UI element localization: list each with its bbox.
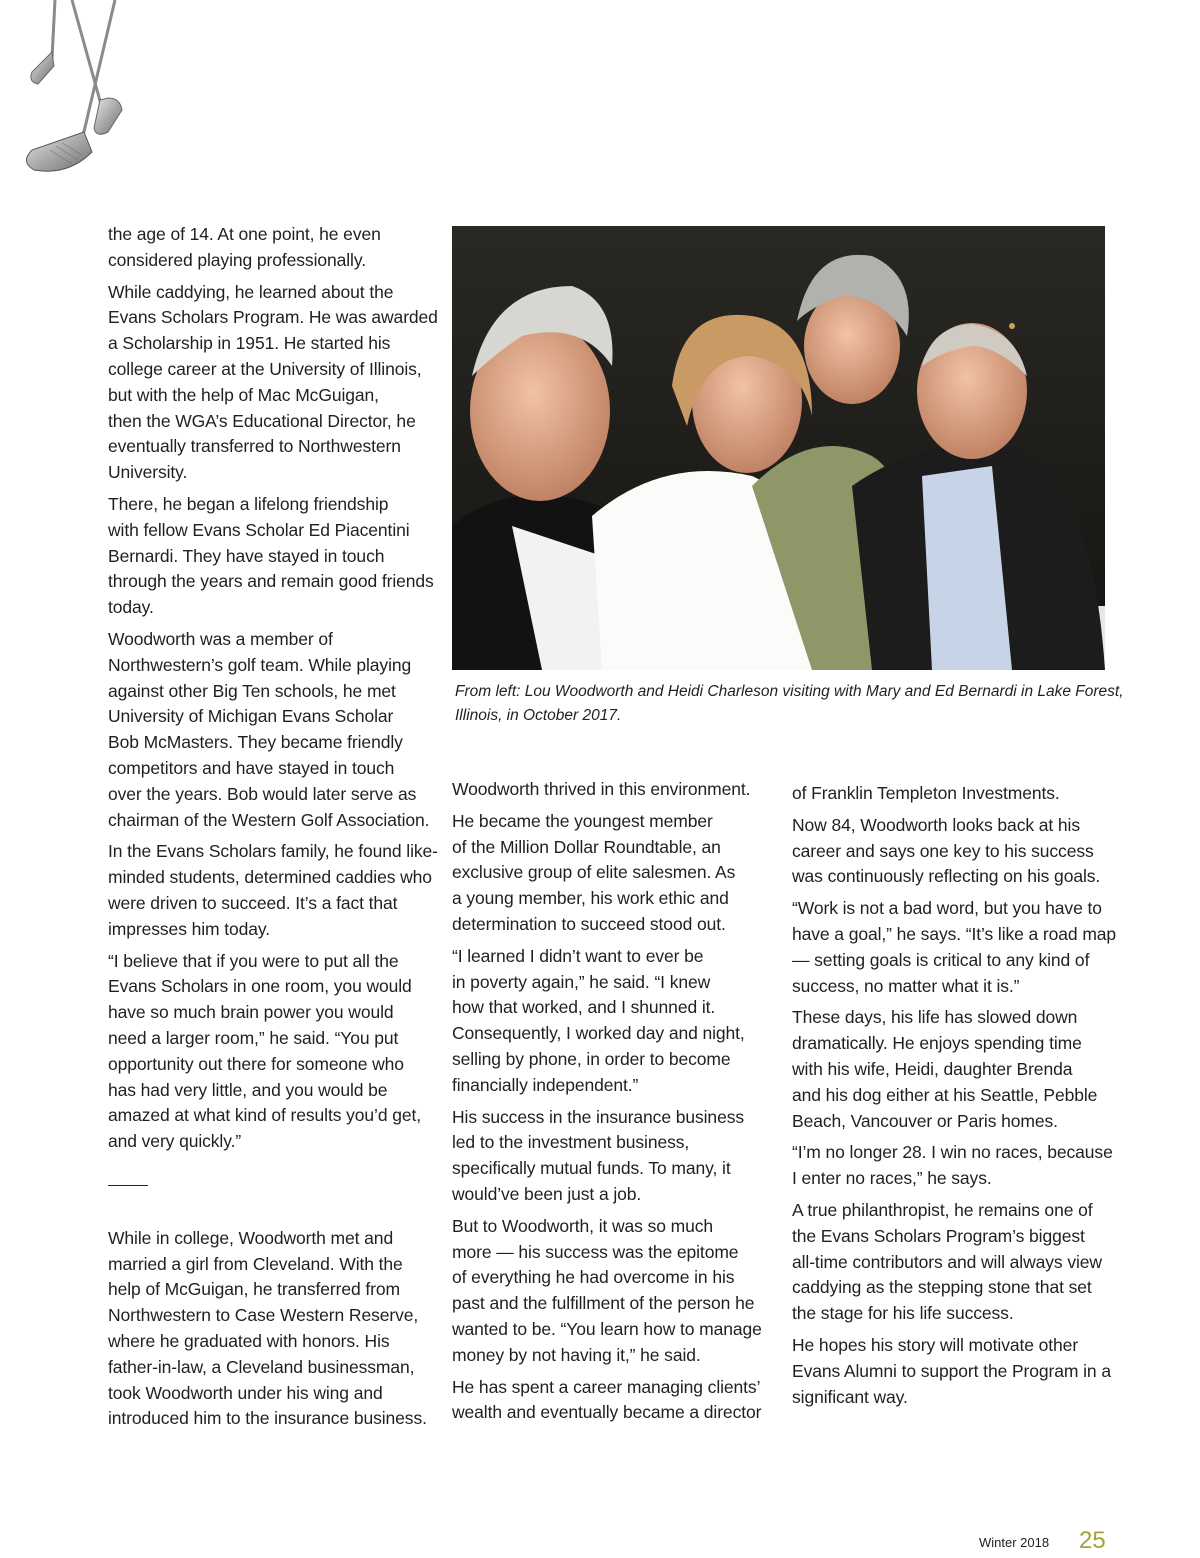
paragraph: “Work is not a bad word, but you have to have a goal,” he says. “It’s like a road map — setting goals is critical to any kind of success, no matter what it is.” bbox=[792, 898, 1117, 996]
paragraph: These days, his life has slowed down dramatically. He enjoys spending time with his wife, Heidi, daughter Brenda and his dog either at his Seattle, Pebble Beach, Vancouver or Paris homes. bbox=[792, 1007, 1098, 1131]
page-number: 25 bbox=[1079, 1527, 1106, 1554]
section-divider bbox=[108, 1185, 148, 1186]
issue-label: Winter 2018 bbox=[979, 1535, 1050, 1550]
paragraph: There, he began a lifelong friendship with fellow Evans Scholar Ed Piacentini Bernardi. They have stayed in touch through the years and remain good friends today. bbox=[108, 493, 434, 618]
paragraph: the age of 14. At one point, he even considered playing professionally. bbox=[108, 224, 381, 270]
paragraph: Now 84, Woodworth looks back at his career and says one key to his success was continuously reflecting on his goals. bbox=[792, 814, 1101, 887]
paragraph: But to Woodworth, it was so much more — his success was the epitome of everything he had overcome in his past and the fulfillment of the person he wanted to be. “You learn how to manage money by not having it,” he said. bbox=[452, 1215, 762, 1365]
paragraph: Woodworth thrived in this environment. bbox=[452, 779, 751, 799]
paragraph: Woodworth was a member of Northwestern’s golf team. While playing against other Big Ten schools, he met University of Michigan Evans Scholar Bob McMasters. They became friendly competitors and have stayed in touch over the years. Bob would later serve as chairman of the Western Golf Association. bbox=[108, 628, 430, 830]
group-photo bbox=[452, 226, 1105, 670]
paragraph: “I learned I didn’t want to ever be in poverty again,” he said. “I knew how that worked, and I shunned it. Consequently, I worked day and night, selling by phone, in order to become financially independent.” bbox=[452, 945, 745, 1095]
golf-clubs-icon bbox=[10, 0, 160, 180]
paragraph: His success in the insurance business led to the investment business, specifically mutual funds. To many, it would’ve been just a job. bbox=[452, 1106, 744, 1204]
paragraph: He hopes his story will motivate other Evans Alumni to support the Program in a significant way. bbox=[792, 1334, 1111, 1407]
paragraph: A true philanthropist, he remains one of the Evans Scholars Program’s biggest all-time contributors and will always view caddying as the stepping stone that set the stage for his life success. bbox=[792, 1199, 1102, 1324]
paragraph: of Franklin Templeton Investments. bbox=[792, 783, 1060, 803]
paragraph: He has spent a career managing clients’ wealth and eventually became a director bbox=[452, 1376, 762, 1423]
paragraph: “I’m no longer 28. I win no races, because I enter no races,” he says. bbox=[792, 1142, 1113, 1189]
article-column-3 bbox=[792, 781, 1117, 1416]
paragraph: “I believe that if you were to put all the Evans Scholars in one room, you would have so much brain power you would need a larger room,” he said. “You put opportunity out there for someone who has had very little, and you would be amazed at what kind of results you’d get, and very quickly.” bbox=[108, 950, 422, 1152]
article-column-2 bbox=[452, 777, 762, 1432]
paragraph: He became the youngest member of the Million Dollar Roundtable, an exclusive group of elite salesmen. As a young member, his work ethic and determination to succeed stood out. bbox=[452, 810, 736, 934]
paragraph: In the Evans Scholars family, he found like- minded students, determined caddies who were driven to succeed. It’s a fact that impresses him today. bbox=[108, 841, 438, 939]
paragraph: While caddying, he learned about the Evans Scholars Program. He was awarded a Scholarship in 1951. He started his college career at the University of Illinois, but with the help of Mac McGuigan, then the WGA’s Educational Director, he eventually transferred to Northwestern University. bbox=[108, 281, 438, 483]
article-column-1 bbox=[108, 222, 438, 1438]
paragraph: While in college, Woodworth met and married a girl from Cleveland. With the help of McGuigan, he transferred from Northwestern to Case Western Reserve, where he graduated with honors. His father-in-law, a Cleveland businessman, took Woodworth under his wing and introduced him to the insurance business. bbox=[108, 1227, 427, 1429]
photo-caption: From left: Lou Woodworth and Heidi Charleson visiting with Mary and Ed Bernardi in Lake Forest, Illinois, in October 2017. bbox=[455, 683, 1124, 724]
